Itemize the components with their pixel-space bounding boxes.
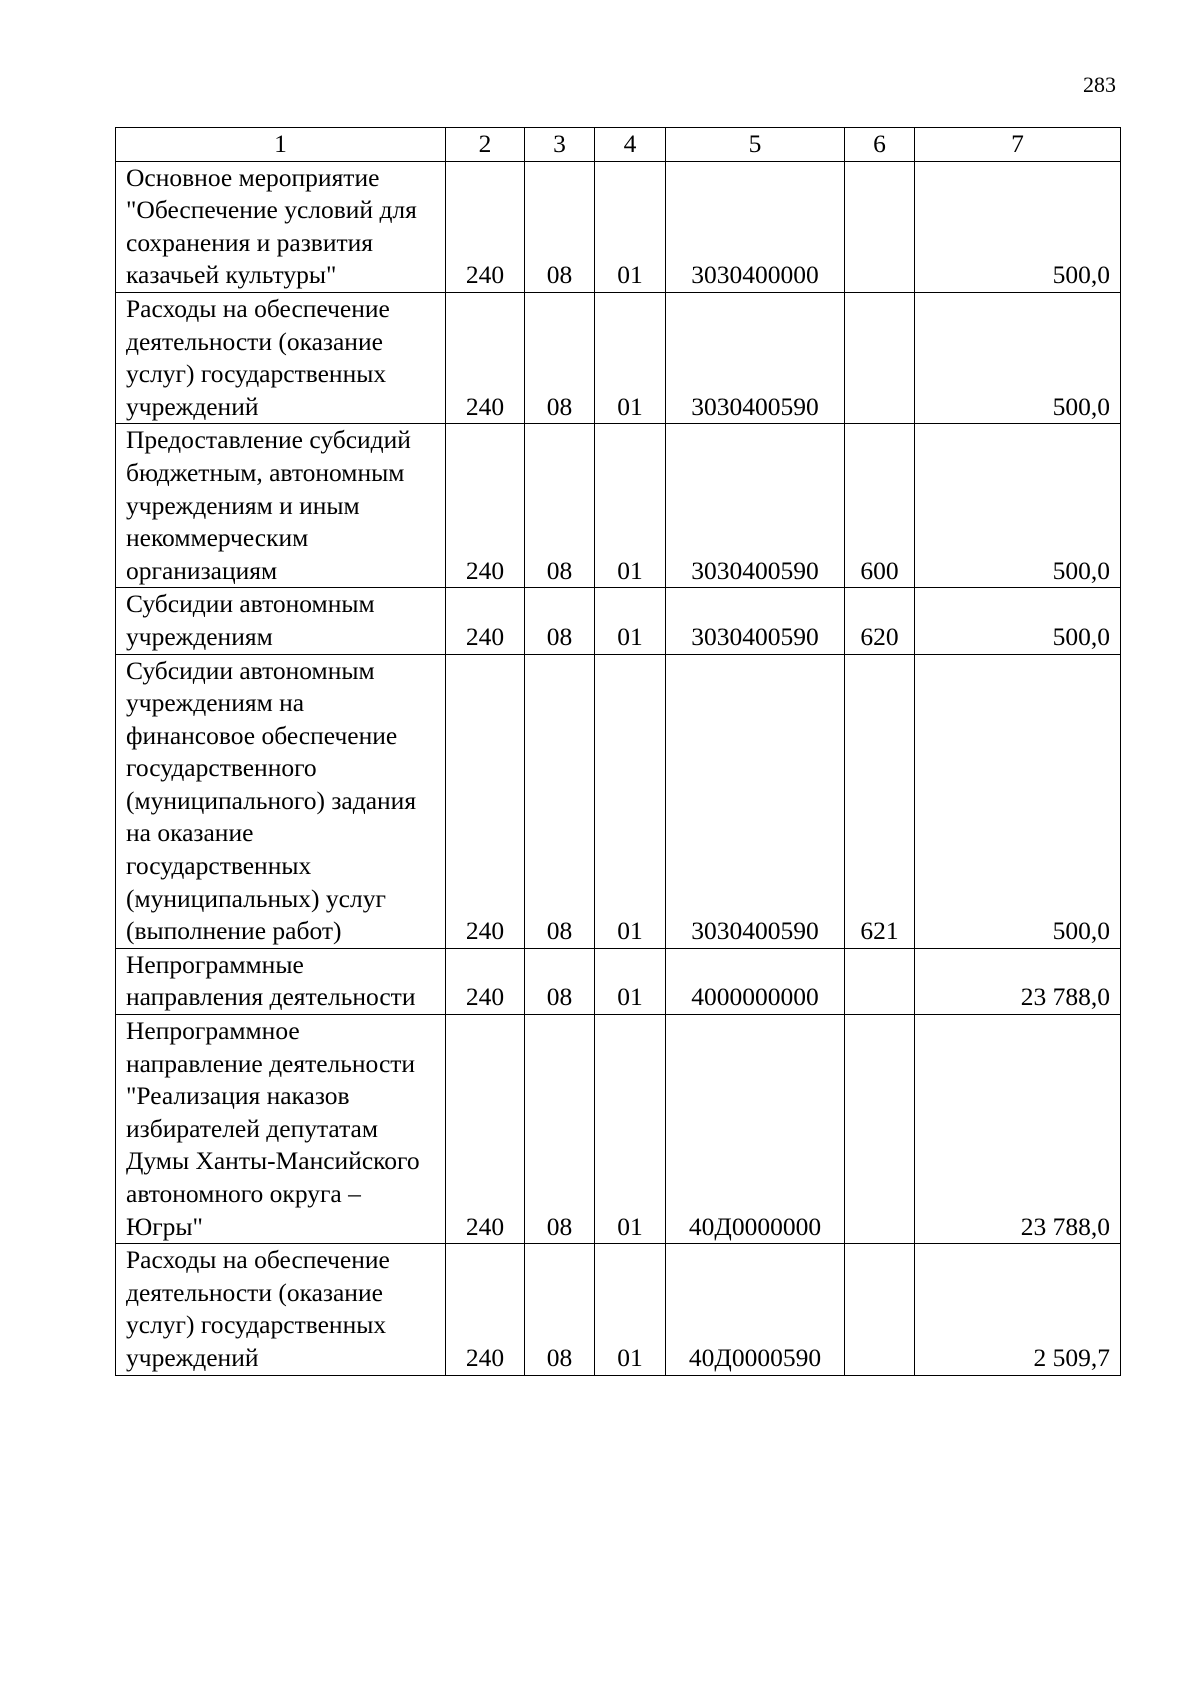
row-c6: [845, 161, 915, 292]
row-name: Основное мероприятие "Обеспечение условий для сохранения и развития казачьей культуры": [116, 161, 446, 292]
table-row: [116, 424, 1121, 588]
row-name: Непрограммные направления деятельности: [116, 948, 446, 1014]
row-c6: [845, 1015, 915, 1244]
row-c3: 08: [525, 292, 595, 423]
table-row: [116, 948, 1121, 1014]
table-row: [116, 292, 1121, 423]
row-c5: 3030400590: [666, 292, 845, 423]
page-number: 283: [1083, 72, 1116, 97]
row-c5: 3030400590: [666, 654, 845, 948]
row-c7: 23 788,0: [915, 1015, 1121, 1244]
row-c6: 600: [845, 424, 915, 588]
row-c7: 23 788,0: [915, 948, 1121, 1014]
row-c3: 08: [525, 424, 595, 588]
row-name: Субсидии автономным учреждениям: [116, 588, 446, 654]
table-row: [116, 654, 1121, 948]
row-c3: 08: [525, 588, 595, 654]
row-c4: 01: [595, 948, 666, 1014]
row-c3: 08: [525, 161, 595, 292]
row-c5: 3030400590: [666, 588, 845, 654]
row-c7: 2 509,7: [915, 1244, 1121, 1375]
row-c3: 08: [525, 948, 595, 1014]
table-row: [116, 161, 1121, 292]
row-c2: 240: [446, 292, 525, 423]
row-c6: 620: [845, 588, 915, 654]
row-c2: 240: [446, 588, 525, 654]
row-c6: [845, 292, 915, 423]
table-row: [116, 588, 1121, 654]
table-row: [116, 1244, 1121, 1375]
row-name: Предоставление субсидий бюджетным, автономным учреждениям и иным некоммерческим организациям: [116, 424, 446, 588]
row-c7: 500,0: [915, 654, 1121, 948]
row-c4: 01: [595, 161, 666, 292]
col-header-2: 2: [446, 128, 525, 162]
budget-table: [115, 127, 1121, 1376]
row-c4: 01: [595, 424, 666, 588]
row-c3: 08: [525, 1244, 595, 1375]
row-name: Субсидии автономным учреждениям на финансовое обеспечение государственного (муниципального) задания на оказание государственных (муниципальных) услуг (выполнение работ): [116, 654, 446, 948]
row-c7: 500,0: [915, 424, 1121, 588]
row-c4: 01: [595, 292, 666, 423]
col-header-6: 6: [845, 128, 915, 162]
header-row: [116, 128, 1121, 162]
row-name: Расходы на обеспечение деятельности (оказание услуг) государственных учреждений: [116, 292, 446, 423]
row-c2: 240: [446, 948, 525, 1014]
row-c5: 40Д0000000: [666, 1015, 845, 1244]
row-c2: 240: [446, 654, 525, 948]
row-name: Непрограммное направление деятельности "Реализация наказов избирателей депутатам Думы Ханты-Мансийского автономного округа – Югры": [116, 1015, 446, 1244]
row-c2: 240: [446, 161, 525, 292]
row-c6: [845, 1244, 915, 1375]
col-header-7: 7: [915, 128, 1121, 162]
col-header-5: 5: [666, 128, 845, 162]
row-c3: 08: [525, 654, 595, 948]
col-header-1: 1: [116, 128, 446, 162]
col-header-4: 4: [595, 128, 666, 162]
row-c5: 3030400000: [666, 161, 845, 292]
row-c5: 3030400590: [666, 424, 845, 588]
row-c6: [845, 948, 915, 1014]
col-header-3: 3: [525, 128, 595, 162]
row-name: Расходы на обеспечение деятельности (оказание услуг) государственных учреждений: [116, 1244, 446, 1375]
row-c7: 500,0: [915, 588, 1121, 654]
row-c2: 240: [446, 424, 525, 588]
row-c5: 40Д0000590: [666, 1244, 845, 1375]
row-c2: 240: [446, 1015, 525, 1244]
row-c4: 01: [595, 588, 666, 654]
row-c3: 08: [525, 1015, 595, 1244]
row-c5: 4000000000: [666, 948, 845, 1014]
row-c4: 01: [595, 654, 666, 948]
row-c6: 621: [845, 654, 915, 948]
row-c7: 500,0: [915, 161, 1121, 292]
row-c2: 240: [446, 1244, 525, 1375]
row-c4: 01: [595, 1015, 666, 1244]
row-c4: 01: [595, 1244, 666, 1375]
row-c7: 500,0: [915, 292, 1121, 423]
table-row: [116, 1015, 1121, 1244]
